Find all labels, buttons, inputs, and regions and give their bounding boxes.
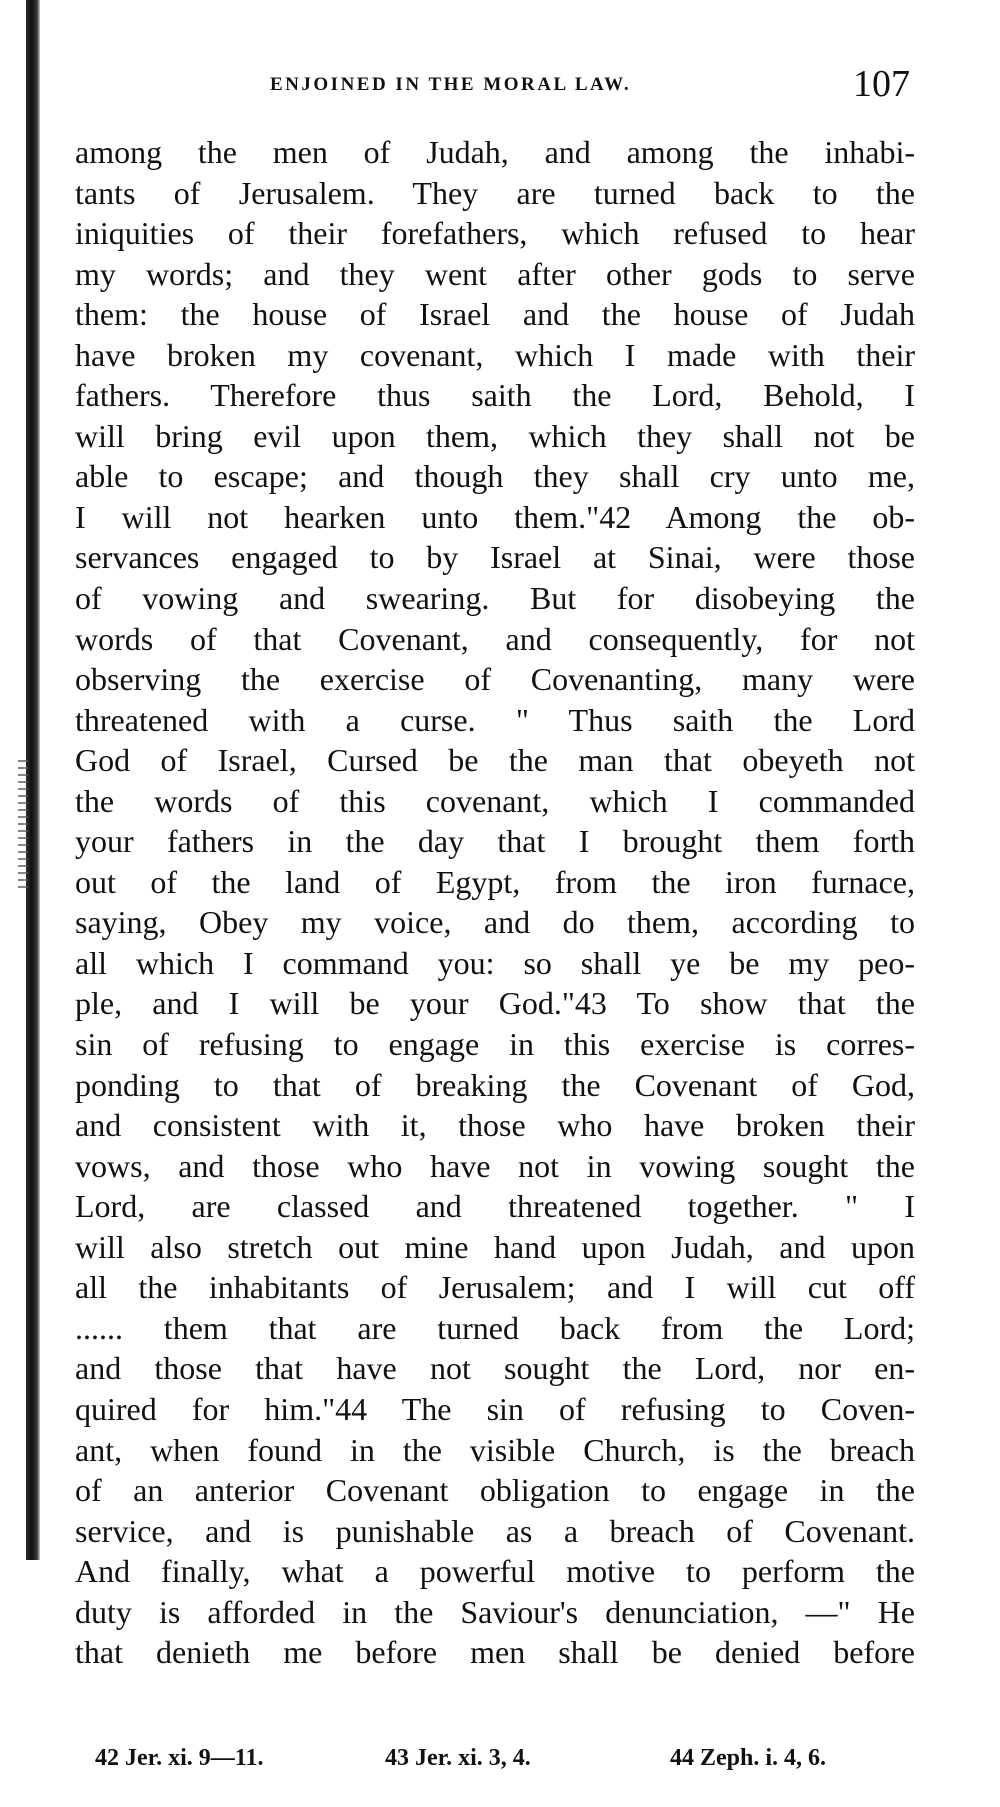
page-header: [75, 62, 915, 112]
text-line: servances engaged to by Israel at Sinai, were those: [75, 539, 915, 576]
text-line: of an anterior Covenant obligation to engage in the: [75, 1472, 915, 1509]
text-line: and those that have not sought the Lord, nor en-: [75, 1350, 915, 1387]
text-line: the words of this covenant, which I commanded: [75, 782, 915, 819]
text-line: Lord, are classed and threatened together. " I: [75, 1188, 915, 1225]
text-line: duty is afforded in the Saviour's denunciation, —" He: [75, 1593, 915, 1630]
text-line: ...... them that are turned back from the Lord;: [75, 1309, 915, 1346]
running-head: ENJOINED IN THE MORAL LAW.: [270, 74, 632, 95]
text-line: ponding to that of breaking the Covenant of God,: [75, 1066, 915, 1103]
text-line: have broken my covenant, which I made with their: [75, 336, 915, 373]
text-line: And finally, what a powerful motive to perform the: [75, 1553, 915, 1590]
text-line: service, and is punishable as a breach of Covenant.: [75, 1512, 915, 1549]
footnotes: [75, 1745, 915, 1785]
text-line: threatened with a curse. " Thus saith the Lord: [75, 701, 915, 738]
text-line: quired for him."44 The sin of refusing to Coven-: [75, 1390, 915, 1427]
text-line: among the men of Judah, and among the inhabi-: [75, 134, 915, 170]
book-spine-edge: [26, 0, 40, 1560]
text-line: ant, when found in the visible Church, is the breach: [75, 1431, 915, 1468]
footnote-43: 43 Jer. xi. 3, 4.: [385, 1745, 531, 1771]
text-line: able to escape; and though they shall cry unto me,: [75, 458, 915, 495]
text-line: them: the house of Israel and the house of Judah: [75, 296, 915, 333]
spine-fray-mark: [18, 760, 28, 890]
text-line: all which I command you: so shall ye be my peo-: [75, 944, 915, 981]
text-line: I will not hearken unto them."42 Among the ob-: [75, 498, 915, 535]
text-line: my words; and they went after other gods to serve: [75, 255, 915, 292]
text-line: sin of refusing to engage in this exercise is corres-: [75, 1026, 915, 1063]
text-line: will bring evil upon them, which they shall not be: [75, 417, 915, 454]
text-line: fathers. Therefore thus saith the Lord, Behold, I: [75, 377, 915, 414]
page-number: 107: [853, 63, 910, 105]
text-line: all the inhabitants of Jerusalem; and I will cut off: [75, 1269, 915, 1306]
text-line: your fathers in the day that I brought them forth: [75, 823, 915, 860]
body-text: [75, 132, 915, 1673]
text-line: iniquities of their forefathers, which refused to hear: [75, 215, 915, 252]
text-line: and consistent with it, those who have broken their: [75, 1107, 915, 1144]
footnote-42: 42 Jer. xi. 9—11.: [95, 1745, 264, 1771]
text-line: out of the land of Egypt, from the iron furnace,: [75, 863, 915, 900]
text-line: will also stretch out mine hand upon Judah, and upon: [75, 1228, 915, 1265]
footnote-44: 44 Zeph. i. 4, 6.: [670, 1745, 827, 1771]
text-line: tants of Jerusalem. They are turned back to the: [75, 174, 915, 211]
text-line: words of that Covenant, and consequently, for not: [75, 620, 915, 657]
text-line: vows, and those who have not in vowing sought the: [75, 1147, 915, 1184]
text-line: ple, and I will be your God."43 To show that the: [75, 985, 915, 1022]
text-line: observing the exercise of Covenanting, many were: [75, 661, 915, 698]
text-line: saying, Obey my voice, and do them, according to: [75, 904, 915, 941]
text-line: that denieth me before men shall be denied before: [75, 1634, 915, 1671]
text-line: of vowing and swearing. But for disobeying the: [75, 580, 915, 617]
text-line: God of Israel, Cursed be the man that obeyeth not: [75, 742, 915, 779]
